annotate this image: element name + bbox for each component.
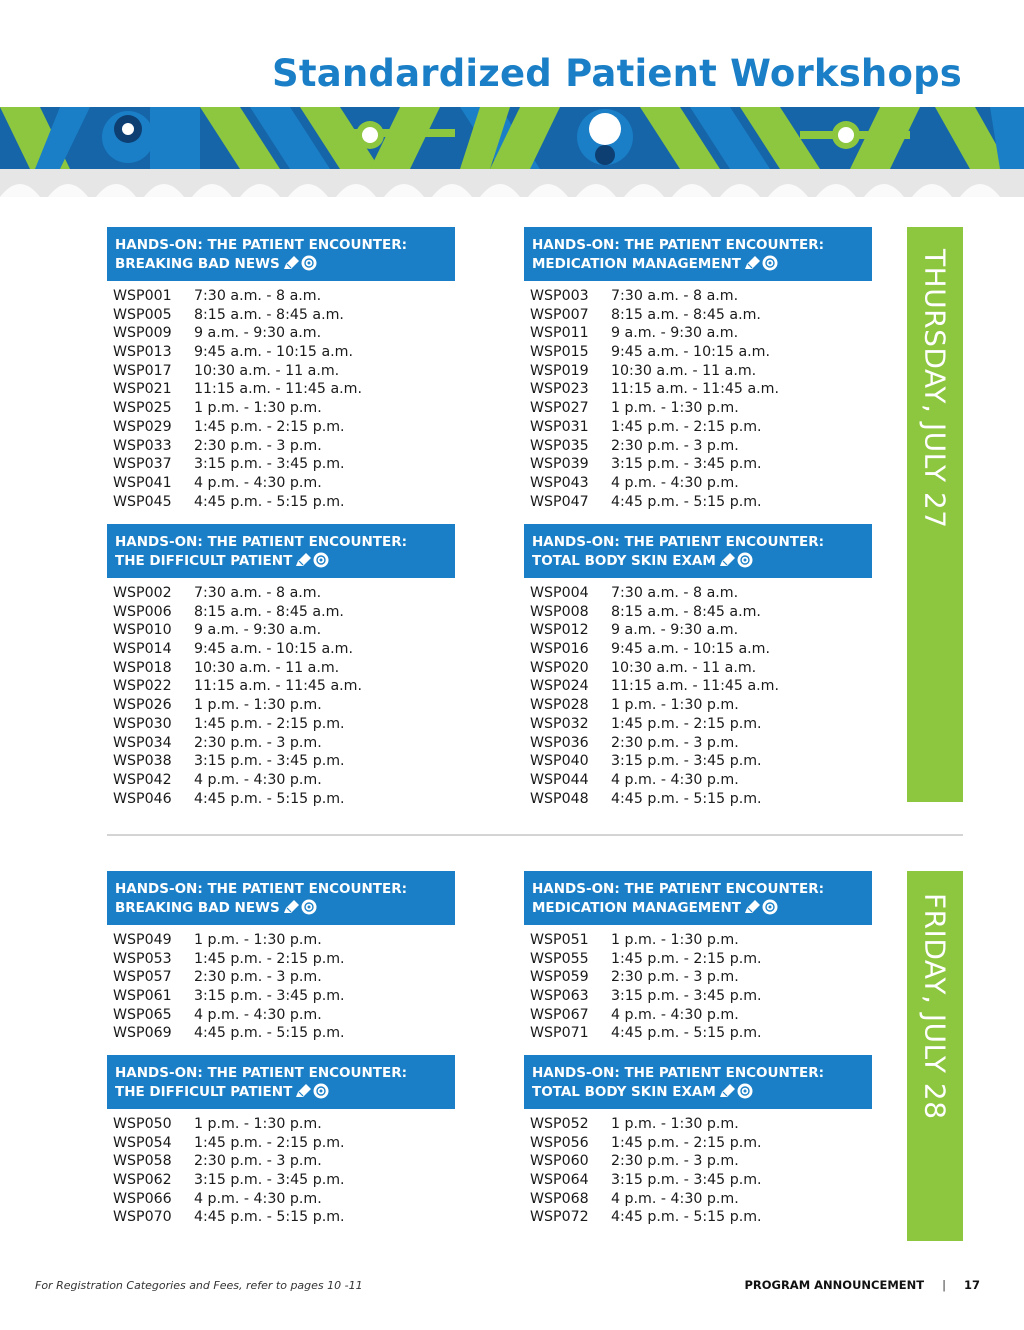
session-row (107, 790, 455, 809)
footer-section-label: PROGRAM ANNOUNCEMENT (744, 1278, 925, 1292)
session-row (107, 418, 455, 437)
session-row (107, 455, 455, 474)
session-time: 2:30 p.m. - 3 p.m. (611, 969, 739, 986)
workshop-header (524, 1055, 872, 1109)
session-row (524, 287, 872, 306)
session-code: WSP015 (530, 344, 589, 361)
session-row (524, 1152, 872, 1171)
session-row (107, 987, 455, 1006)
workshop-title-line1: HANDS-ON: THE PATIENT ENCOUNTER: (532, 881, 824, 897)
session-code: WSP046 (113, 790, 172, 807)
session-time: 7:30 a.m. - 8 a.m. (194, 585, 322, 601)
session-row (107, 1115, 455, 1134)
session-code: WSP048 (530, 790, 589, 807)
session-row (107, 1024, 455, 1043)
hands-on-pencil-icon (719, 553, 735, 567)
hands-on-pencil-icon (283, 900, 299, 914)
session-row (107, 621, 455, 640)
session-row (107, 306, 455, 325)
day-label-bar (907, 227, 963, 802)
session-code: WSP049 (113, 932, 172, 948)
session-code: WSP068 (530, 1190, 589, 1207)
session-row (107, 324, 455, 343)
session-code: WSP030 (113, 715, 172, 732)
session-time: 4:45 p.m. - 5:15 p.m. (611, 493, 762, 510)
session-code: WSP052 (530, 1116, 589, 1132)
moc-badge-icon (762, 255, 778, 271)
session-time: 1:45 p.m. - 2:15 p.m. (611, 1134, 762, 1151)
session-time: 9:45 a.m. - 10:15 a.m. (611, 641, 770, 658)
session-row (107, 771, 455, 790)
session-time: 3:15 p.m. - 3:45 p.m. (611, 988, 762, 1005)
session-code: WSP009 (113, 325, 172, 342)
session-code: WSP034 (113, 734, 172, 751)
session-row (524, 752, 872, 771)
session-row (524, 493, 872, 512)
session-time: 3:15 p.m. - 3:45 p.m. (194, 988, 345, 1005)
session-code: WSP016 (530, 641, 589, 658)
hands-on-pencil-icon (744, 256, 760, 270)
session-code: WSP070 (113, 1209, 172, 1226)
session-time: 1 p.m. - 1:30 p.m. (611, 932, 739, 948)
session-row (107, 1208, 455, 1227)
session-time: 2:30 p.m. - 3 p.m. (611, 734, 739, 751)
session-row (107, 1134, 455, 1153)
session-time: 11:15 a.m. - 11:45 a.m. (611, 678, 779, 695)
session-code: WSP036 (530, 734, 589, 751)
session-row (524, 1171, 872, 1190)
session-row (524, 696, 872, 715)
session-code: WSP062 (113, 1172, 172, 1189)
session-code: WSP001 (113, 288, 172, 304)
section-divider (107, 834, 963, 836)
session-code: WSP012 (530, 622, 589, 639)
session-time: 11:15 a.m. - 11:45 a.m. (194, 678, 362, 695)
page-number: 17 (963, 1278, 980, 1292)
session-time: 4 p.m. - 4:30 p.m. (194, 1006, 322, 1023)
session-row (107, 696, 455, 715)
session-time: 11:15 a.m. - 11:45 a.m. (611, 381, 779, 398)
day-label-bar (907, 871, 963, 1241)
workshop-title-line2: TOTAL BODY SKIN EXAM (532, 1084, 716, 1100)
session-row (107, 968, 455, 987)
workshop-block (524, 871, 872, 1043)
workshop-header (107, 1055, 455, 1109)
session-row (107, 287, 455, 306)
session-code: WSP067 (530, 1006, 589, 1023)
session-list (524, 584, 872, 808)
session-row (107, 584, 455, 603)
session-time: 4 p.m. - 4:30 p.m. (611, 474, 739, 491)
footer-separator: | (942, 1278, 946, 1292)
session-time: 10:30 a.m. - 11 a.m. (611, 362, 757, 379)
session-time: 3:15 p.m. - 3:45 p.m. (611, 1172, 762, 1189)
session-row (524, 343, 872, 362)
session-code: WSP045 (113, 493, 172, 510)
session-time: 1 p.m. - 1:30 p.m. (194, 932, 322, 948)
hands-on-pencil-icon (295, 553, 311, 567)
session-code: WSP044 (530, 771, 589, 788)
session-row (524, 437, 872, 456)
workshop-block (524, 227, 872, 511)
session-time: 3:15 p.m. - 3:45 p.m. (194, 456, 345, 473)
session-row (524, 306, 872, 325)
session-row (524, 362, 872, 381)
session-row (107, 603, 455, 622)
session-time: 4 p.m. - 4:30 p.m. (194, 474, 322, 491)
session-code: WSP013 (113, 344, 172, 361)
session-time: 10:30 a.m. - 11 a.m. (611, 659, 757, 676)
session-row (107, 931, 455, 950)
session-row (524, 715, 872, 734)
session-time: 8:15 a.m. - 8:45 a.m. (611, 306, 761, 323)
workshop-block (524, 1055, 872, 1227)
workshop-title-line1: HANDS-ON: THE PATIENT ENCOUNTER: (532, 1065, 824, 1081)
session-time: 4:45 p.m. - 5:15 p.m. (611, 1209, 762, 1226)
session-code: WSP061 (113, 988, 172, 1005)
session-row (524, 677, 872, 696)
workshop-title-line2: THE DIFFICULT PATIENT (115, 1084, 293, 1100)
session-row (524, 987, 872, 1006)
session-time: 2:30 p.m. - 3 p.m. (194, 969, 322, 986)
hands-on-pencil-icon (295, 1084, 311, 1098)
workshop-header (107, 524, 455, 578)
session-code: WSP023 (530, 381, 589, 398)
session-code: WSP056 (530, 1134, 589, 1151)
session-code: WSP017 (113, 362, 172, 379)
session-time: 2:30 p.m. - 3 p.m. (194, 1153, 322, 1170)
day-label: THURSDAY, JULY 27 (918, 249, 952, 529)
session-row (524, 968, 872, 987)
session-time: 1 p.m. - 1:30 p.m. (611, 1116, 739, 1132)
moc-badge-icon (313, 1083, 329, 1099)
session-code: WSP047 (530, 493, 589, 510)
session-code: WSP058 (113, 1153, 172, 1170)
session-code: WSP011 (530, 325, 589, 342)
session-row (524, 1208, 872, 1227)
hands-on-pencil-icon (719, 1084, 735, 1098)
session-code: WSP005 (113, 306, 172, 323)
workshop-title-line1: HANDS-ON: THE PATIENT ENCOUNTER: (532, 237, 824, 253)
session-time: 4:45 p.m. - 5:15 p.m. (611, 1025, 762, 1042)
session-code: WSP063 (530, 988, 589, 1005)
session-row (107, 1006, 455, 1025)
session-list (107, 1115, 455, 1227)
session-time: 1 p.m. - 1:30 p.m. (611, 400, 739, 417)
hands-on-pencil-icon (283, 256, 299, 270)
session-code: WSP066 (113, 1190, 172, 1207)
session-code: WSP006 (113, 603, 172, 620)
workshop-title-line2: TOTAL BODY SKIN EXAM (532, 553, 716, 569)
session-row (524, 603, 872, 622)
session-row (524, 1134, 872, 1153)
session-time: 9:45 a.m. - 10:15 a.m. (611, 344, 770, 361)
session-row (107, 493, 455, 512)
footer-note: For Registration Categories and Fees, refer to pages 10 -11 (35, 1279, 363, 1292)
session-row (524, 1190, 872, 1209)
session-time: 11:15 a.m. - 11:45 a.m. (194, 381, 362, 398)
session-code: WSP040 (530, 753, 589, 770)
session-time: 1:45 p.m. - 2:15 p.m. (194, 715, 345, 732)
session-row (524, 734, 872, 753)
session-list (107, 287, 455, 511)
session-time: 4:45 p.m. - 5:15 p.m. (194, 790, 345, 807)
session-row (524, 790, 872, 809)
session-code: WSP029 (113, 418, 172, 435)
session-code: WSP057 (113, 969, 172, 986)
session-row (524, 1115, 872, 1134)
session-code: WSP031 (530, 418, 589, 435)
session-code: WSP039 (530, 456, 589, 473)
session-code: WSP010 (113, 622, 172, 639)
session-time: 4 p.m. - 4:30 p.m. (611, 1190, 739, 1207)
session-time: 9 a.m. - 9:30 a.m. (194, 325, 322, 342)
moc-badge-icon (313, 552, 329, 568)
session-time: 4:45 p.m. - 5:15 p.m. (611, 790, 762, 807)
session-row (524, 380, 872, 399)
session-list (524, 1115, 872, 1227)
workshop-title-line1: HANDS-ON: THE PATIENT ENCOUNTER: (115, 881, 407, 897)
session-time: 4 p.m. - 4:30 p.m. (194, 1190, 322, 1207)
workshop-title-line1: HANDS-ON: THE PATIENT ENCOUNTER: (532, 534, 824, 550)
session-row (524, 950, 872, 969)
session-time: 4 p.m. - 4:30 p.m. (611, 771, 739, 788)
session-code: WSP038 (113, 753, 172, 770)
moc-badge-icon (301, 255, 317, 271)
session-row (107, 950, 455, 969)
session-row (524, 474, 872, 493)
session-code: WSP035 (530, 437, 589, 454)
workshop-block (107, 227, 455, 511)
session-row (524, 640, 872, 659)
session-time: 4:45 p.m. - 5:15 p.m. (194, 1209, 345, 1226)
session-time: 1 p.m. - 1:30 p.m. (611, 697, 739, 714)
session-code: WSP064 (530, 1172, 589, 1189)
session-row (524, 324, 872, 343)
session-time: 7:30 a.m. - 8 a.m. (194, 288, 322, 304)
session-time: 9 a.m. - 9:30 a.m. (611, 325, 739, 342)
session-row (107, 752, 455, 771)
session-time: 4:45 p.m. - 5:15 p.m. (194, 1025, 345, 1042)
session-row (107, 677, 455, 696)
workshop-title-line2: MEDICATION MANAGEMENT (532, 900, 741, 916)
moc-badge-icon (301, 899, 317, 915)
session-time: 1:45 p.m. - 2:15 p.m. (611, 950, 762, 967)
session-time: 10:30 a.m. - 11 a.m. (194, 659, 340, 676)
session-time: 1 p.m. - 1:30 p.m. (194, 400, 322, 417)
moc-badge-icon (737, 552, 753, 568)
session-time: 1:45 p.m. - 2:15 p.m. (611, 418, 762, 435)
session-list (107, 931, 455, 1043)
session-time: 9:45 a.m. - 10:15 a.m. (194, 641, 353, 658)
session-time: 2:30 p.m. - 3 p.m. (611, 437, 739, 454)
session-row (524, 659, 872, 678)
session-code: WSP053 (113, 950, 172, 967)
session-row (524, 771, 872, 790)
session-code: WSP018 (113, 659, 172, 676)
session-row (524, 455, 872, 474)
session-time: 2:30 p.m. - 3 p.m. (194, 437, 322, 454)
session-list (524, 287, 872, 511)
session-code: WSP043 (530, 474, 589, 491)
session-row (107, 1171, 455, 1190)
session-code: WSP050 (113, 1116, 172, 1132)
session-row (107, 380, 455, 399)
session-time: 4 p.m. - 4:30 p.m. (194, 771, 322, 788)
footer-page-info (744, 1278, 980, 1292)
session-code: WSP071 (530, 1025, 589, 1042)
workshop-header (524, 871, 872, 925)
session-code: WSP037 (113, 456, 172, 473)
session-code: WSP055 (530, 950, 589, 967)
session-row (107, 474, 455, 493)
session-time: 1 p.m. - 1:30 p.m. (194, 697, 322, 714)
session-list (524, 931, 872, 1043)
session-time: 1 p.m. - 1:30 p.m. (194, 1116, 322, 1132)
session-time: 2:30 p.m. - 3 p.m. (611, 1153, 739, 1170)
workshop-title-line2: BREAKING BAD NEWS (115, 900, 280, 916)
session-code: WSP059 (530, 969, 589, 986)
session-row (524, 621, 872, 640)
session-code: WSP069 (113, 1025, 172, 1042)
session-time: 7:30 a.m. - 8 a.m. (611, 288, 739, 304)
workshop-title-line2: THE DIFFICULT PATIENT (115, 553, 293, 569)
session-code: WSP024 (530, 678, 589, 695)
session-time: 4 p.m. - 4:30 p.m. (611, 1006, 739, 1023)
session-row (107, 659, 455, 678)
workshop-title-line1: HANDS-ON: THE PATIENT ENCOUNTER: (115, 237, 407, 253)
session-time: 1:45 p.m. - 2:15 p.m. (194, 418, 345, 435)
session-row (107, 362, 455, 381)
workshop-block (524, 524, 872, 808)
session-time: 8:15 a.m. - 8:45 a.m. (194, 603, 344, 620)
session-code: WSP041 (113, 474, 172, 491)
session-code: WSP051 (530, 932, 589, 948)
session-time: 7:30 a.m. - 8 a.m. (611, 585, 739, 601)
session-time: 8:15 a.m. - 8:45 a.m. (194, 306, 344, 323)
session-time: 3:15 p.m. - 3:45 p.m. (611, 753, 762, 770)
session-row (524, 1024, 872, 1043)
moc-badge-icon (762, 899, 778, 915)
workshop-header (107, 227, 455, 281)
session-row (107, 437, 455, 456)
session-code: WSP003 (530, 288, 589, 304)
session-row (524, 399, 872, 418)
workshop-title-line1: HANDS-ON: THE PATIENT ENCOUNTER: (115, 534, 407, 550)
session-time: 8:15 a.m. - 8:45 a.m. (611, 603, 761, 620)
session-row (107, 640, 455, 659)
session-code: WSP028 (530, 697, 589, 714)
session-code: WSP065 (113, 1006, 172, 1023)
session-time: 9 a.m. - 9:30 a.m. (194, 622, 322, 639)
session-code: WSP019 (530, 362, 589, 379)
session-row (107, 715, 455, 734)
workshop-block (107, 524, 455, 808)
workshop-header (524, 524, 872, 578)
workshop-title-line1: HANDS-ON: THE PATIENT ENCOUNTER: (115, 1065, 407, 1081)
session-code: WSP002 (113, 585, 172, 601)
session-code: WSP054 (113, 1134, 172, 1151)
session-code: WSP020 (530, 659, 589, 676)
session-row (107, 399, 455, 418)
session-code: WSP007 (530, 306, 589, 323)
moc-badge-icon (737, 1083, 753, 1099)
session-row (107, 734, 455, 753)
session-row (524, 1006, 872, 1025)
session-code: WSP026 (113, 697, 172, 714)
session-row (524, 584, 872, 603)
session-row (524, 931, 872, 950)
session-code: WSP032 (530, 715, 589, 732)
session-code: WSP033 (113, 437, 172, 454)
session-code: WSP025 (113, 400, 172, 417)
session-code: WSP014 (113, 641, 172, 658)
workshop-header (524, 227, 872, 281)
session-time: 1:45 p.m. - 2:15 p.m. (194, 950, 345, 967)
session-list (107, 584, 455, 808)
session-code: WSP072 (530, 1209, 589, 1226)
session-time: 10:30 a.m. - 11 a.m. (194, 362, 340, 379)
session-time: 9 a.m. - 9:30 a.m. (611, 622, 739, 639)
session-time: 1:45 p.m. - 2:15 p.m. (611, 715, 762, 732)
session-time: 3:15 p.m. - 3:45 p.m. (194, 1172, 345, 1189)
session-time: 9:45 a.m. - 10:15 a.m. (194, 344, 353, 361)
workshop-title-line2: MEDICATION MANAGEMENT (532, 256, 741, 272)
day-label: FRIDAY, JULY 28 (918, 893, 952, 1120)
session-code: WSP060 (530, 1153, 589, 1170)
decorative-banner (0, 107, 1024, 197)
session-code: WSP042 (113, 771, 172, 788)
session-row (107, 1152, 455, 1171)
session-code: WSP021 (113, 381, 172, 398)
session-time: 2:30 p.m. - 3 p.m. (194, 734, 322, 751)
workshop-title-line2: BREAKING BAD NEWS (115, 256, 280, 272)
session-row (107, 1190, 455, 1209)
session-code: WSP004 (530, 585, 589, 601)
session-code: WSP022 (113, 678, 172, 695)
session-row (524, 418, 872, 437)
session-time: 4:45 p.m. - 5:15 p.m. (194, 493, 345, 510)
session-code: WSP008 (530, 603, 589, 620)
session-time: 3:15 p.m. - 3:45 p.m. (194, 753, 345, 770)
session-row (107, 343, 455, 362)
page-title: Standardized Patient Workshops (271, 52, 962, 95)
hands-on-pencil-icon (744, 900, 760, 914)
workshop-block (107, 1055, 455, 1227)
session-time: 3:15 p.m. - 3:45 p.m. (611, 456, 762, 473)
session-code: WSP027 (530, 400, 589, 417)
workshop-header (107, 871, 455, 925)
session-time: 1:45 p.m. - 2:15 p.m. (194, 1134, 345, 1151)
workshop-block (107, 871, 455, 1043)
